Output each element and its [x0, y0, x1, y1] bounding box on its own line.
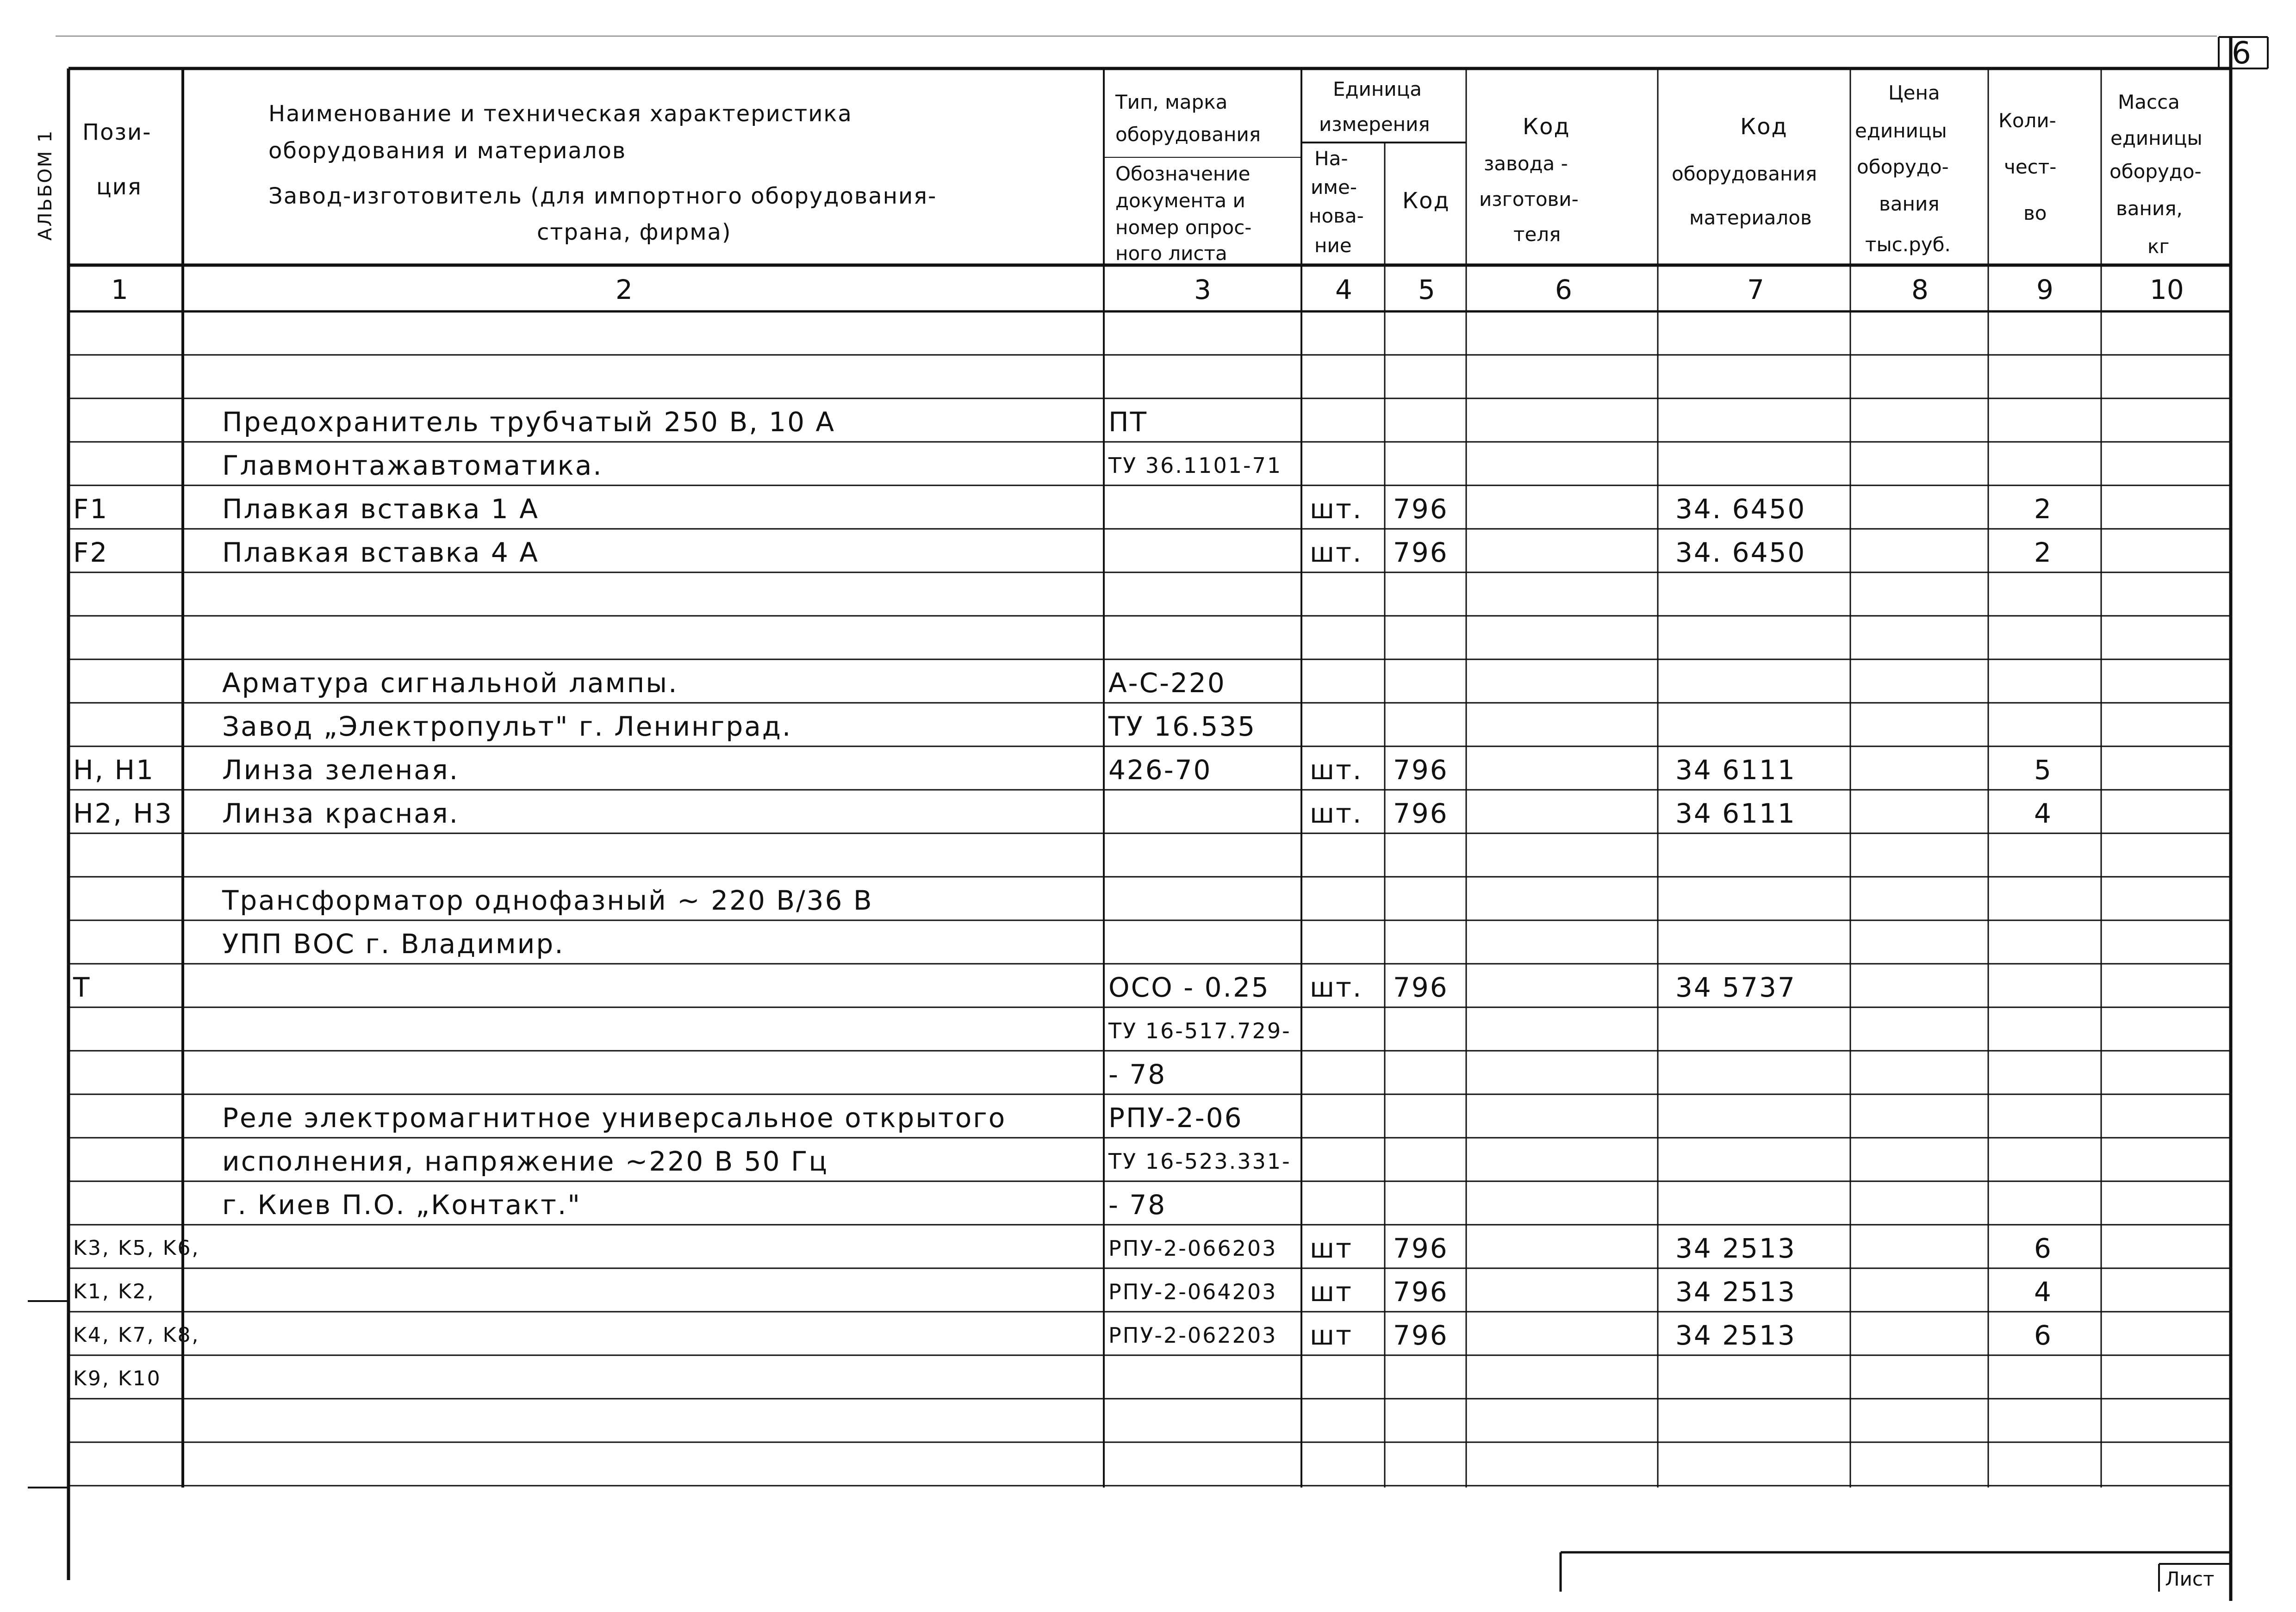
cell-type: ТУ 36.1101-71: [1108, 453, 1282, 478]
cell-name: Главмонтажавтоматика.: [222, 450, 603, 481]
header-plant-code-line3: изготови-: [1479, 188, 1579, 211]
cell-unit-code: 796: [1393, 754, 1449, 786]
cell-quantity: 4: [2034, 1276, 2053, 1308]
cell-unit-name: шт.: [1310, 972, 1363, 1003]
header-doc-line1: Обозначение: [1115, 162, 1251, 185]
column-number: 1: [111, 274, 128, 305]
cell-name: Линза зеленая.: [222, 754, 460, 786]
header-unit-group-line2: измерения: [1319, 113, 1430, 136]
cell-name: Трансформатор однофазный ~ 220 В/36 В: [222, 885, 873, 916]
cell-name: УПП ВОС г. Владимир.: [222, 928, 565, 960]
cell-unit-code: 796: [1393, 493, 1449, 525]
cell-name: г. Киев П.О. „Контакт.": [222, 1189, 581, 1221]
cell-type: РПУ-2-06: [1108, 1102, 1243, 1134]
stamp-sheet-label: Лист: [2165, 1568, 2215, 1590]
cell-name: Плавкая вставка 4 А: [222, 537, 539, 568]
cell-type: РПУ-2-064203: [1108, 1279, 1277, 1304]
header-name-line4: страна, фирма): [537, 219, 732, 245]
header-equipment-code-line3: материалов: [1689, 206, 1812, 229]
cell-equipment-code: 34 2513: [1675, 1276, 1796, 1308]
header-name-line3: Завод-изготовитель (для импортного оборудования-: [268, 183, 937, 209]
column-number: 6: [1555, 274, 1572, 305]
cell-quantity: 2: [2034, 537, 2053, 568]
header-unit-code: Код: [1402, 188, 1450, 214]
column-number: 3: [1194, 274, 1211, 305]
header-unit-name-line3: нова-: [1309, 205, 1364, 227]
cell-quantity: 5: [2034, 754, 2053, 786]
cell-position: T: [73, 972, 91, 1003]
header-unit-name-line2: име-: [1311, 176, 1357, 198]
cell-unit-code: 796: [1393, 1233, 1449, 1264]
cell-unit-name: шт.: [1310, 493, 1363, 525]
cell-name: Реле электромагнитное универсальное открытого: [222, 1102, 1007, 1134]
cell-type: - 78: [1108, 1059, 1167, 1090]
header-price-line2: единицы: [1855, 119, 1947, 142]
cell-position: F2: [73, 537, 109, 568]
header-mass-line2: единицы: [2110, 127, 2203, 149]
cell-equipment-code: 34 6111: [1675, 798, 1796, 829]
column-number: 2: [616, 274, 633, 305]
header-price-line3: оборудо-: [1857, 155, 1949, 178]
header-doc-line4: ного листа: [1115, 242, 1227, 265]
header-type-line1: Тип, марка: [1115, 91, 1228, 113]
header-mass-line5: кг: [2147, 235, 2170, 258]
cell-type: 426-70: [1108, 754, 1212, 786]
cell-type: А-С-220: [1108, 667, 1226, 699]
header-plant-code-line2: завода -: [1484, 152, 1568, 175]
header-quantity-line3: во: [2023, 202, 2047, 224]
cell-name: Плавкая вставка 1 А: [222, 493, 539, 525]
cell-unit-name: шт: [1310, 1320, 1353, 1351]
cell-unit-code: 796: [1393, 798, 1449, 829]
column-number: 4: [1335, 274, 1352, 305]
header-position-line2: ция: [96, 174, 142, 200]
header-quantity-line1: Коли-: [1998, 109, 2056, 132]
header-doc-line2: документа и: [1115, 189, 1245, 212]
cell-type: ПТ: [1108, 406, 1148, 438]
column-number: 7: [1747, 274, 1764, 305]
cell-unit-name: шт.: [1310, 798, 1363, 829]
header-doc-line3: номер опрос-: [1115, 216, 1252, 239]
header-price-line5: тыс.руб.: [1865, 233, 1951, 256]
cell-type: ТУ 16-517.729-: [1108, 1018, 1291, 1043]
cell-name: Линза красная.: [222, 798, 460, 829]
header-mass-line3: оборудо-: [2109, 160, 2202, 183]
column-number: 5: [1418, 274, 1435, 305]
cell-position: K9, K10: [73, 1367, 162, 1390]
cell-quantity: 6: [2034, 1233, 2053, 1264]
cell-unit-code: 796: [1393, 1276, 1449, 1308]
album-side-label: АЛЬБОМ 1: [35, 129, 56, 241]
header-price-line4: вания: [1879, 192, 1940, 215]
header-unit-name-line1: На-: [1314, 147, 1348, 170]
cell-type: ТУ 16.535: [1108, 711, 1257, 742]
header-mass-line4: вания,: [2116, 197, 2183, 220]
cell-type: РПУ-2-066203: [1108, 1236, 1277, 1261]
cell-name: Арматура сигнальной лампы.: [222, 667, 678, 699]
cell-unit-code: 796: [1393, 1320, 1449, 1351]
cell-position: K3, K5, K6,: [73, 1236, 200, 1260]
header-plant-code-line4: теля: [1513, 223, 1561, 246]
header-name-line2: оборудования и материалов: [268, 138, 627, 164]
sheet-number: 6: [2232, 35, 2251, 71]
header-unit-name-line4: ние: [1314, 234, 1352, 257]
cell-equipment-code: 34. 6450: [1675, 493, 1806, 525]
cell-position: H2, H3: [73, 798, 173, 829]
column-number: 10: [2150, 274, 2184, 305]
header-name-line1: Наименование и техническая характеристика: [268, 101, 852, 127]
header-equipment-code-line1: Код: [1740, 114, 1788, 140]
cell-quantity: 6: [2034, 1320, 2053, 1351]
cell-name: Завод „Электропульт" г. Ленинград.: [222, 711, 792, 742]
cell-equipment-code: 34 6111: [1675, 754, 1796, 786]
header-plant-code-line1: Код: [1523, 114, 1570, 140]
cell-equipment-code: 34 2513: [1675, 1233, 1796, 1264]
header-position-line1: Пози-: [82, 119, 152, 145]
header-type-line2: оборудования: [1115, 123, 1261, 146]
cell-position: K1, K2,: [73, 1280, 155, 1303]
cell-unit-name: шт.: [1310, 754, 1363, 786]
cell-type: РПУ-2-062203: [1108, 1323, 1277, 1348]
cell-unit-name: шт: [1310, 1276, 1353, 1308]
cell-name: исполнения, напряжение ~220 В 50 Гц: [222, 1146, 828, 1177]
cell-type: - 78: [1108, 1189, 1167, 1221]
header-quantity-line2: чест-: [2004, 155, 2057, 178]
header-mass-line1: Масса: [2118, 91, 2180, 113]
header-price-line1: Цена: [1888, 81, 1940, 104]
cell-position: H, H1: [73, 754, 155, 786]
cell-unit-code: 796: [1393, 537, 1449, 568]
cell-type: ТУ 16-523.331-: [1108, 1149, 1291, 1174]
cell-equipment-code: 34. 6450: [1675, 537, 1806, 568]
column-number: 9: [2036, 274, 2053, 305]
cell-quantity: 2: [2034, 493, 2053, 525]
cell-unit-code: 796: [1393, 972, 1449, 1003]
cell-quantity: 4: [2034, 798, 2053, 829]
cell-position: F1: [73, 493, 109, 525]
column-number: 8: [1911, 274, 1929, 305]
cell-equipment-code: 34 5737: [1675, 972, 1796, 1003]
cell-unit-name: шт: [1310, 1233, 1353, 1264]
cell-unit-name: шт.: [1310, 537, 1363, 568]
cell-type: ОСО - 0.25: [1108, 972, 1270, 1003]
cell-equipment-code: 34 2513: [1675, 1320, 1796, 1351]
cell-position: K4, K7, K8,: [73, 1323, 200, 1347]
header-equipment-code-line2: оборудования: [1672, 162, 1817, 185]
header-unit-group-line1: Единица: [1333, 78, 1422, 100]
cell-name: Предохранитель трубчатый 250 В, 10 А: [222, 406, 836, 438]
